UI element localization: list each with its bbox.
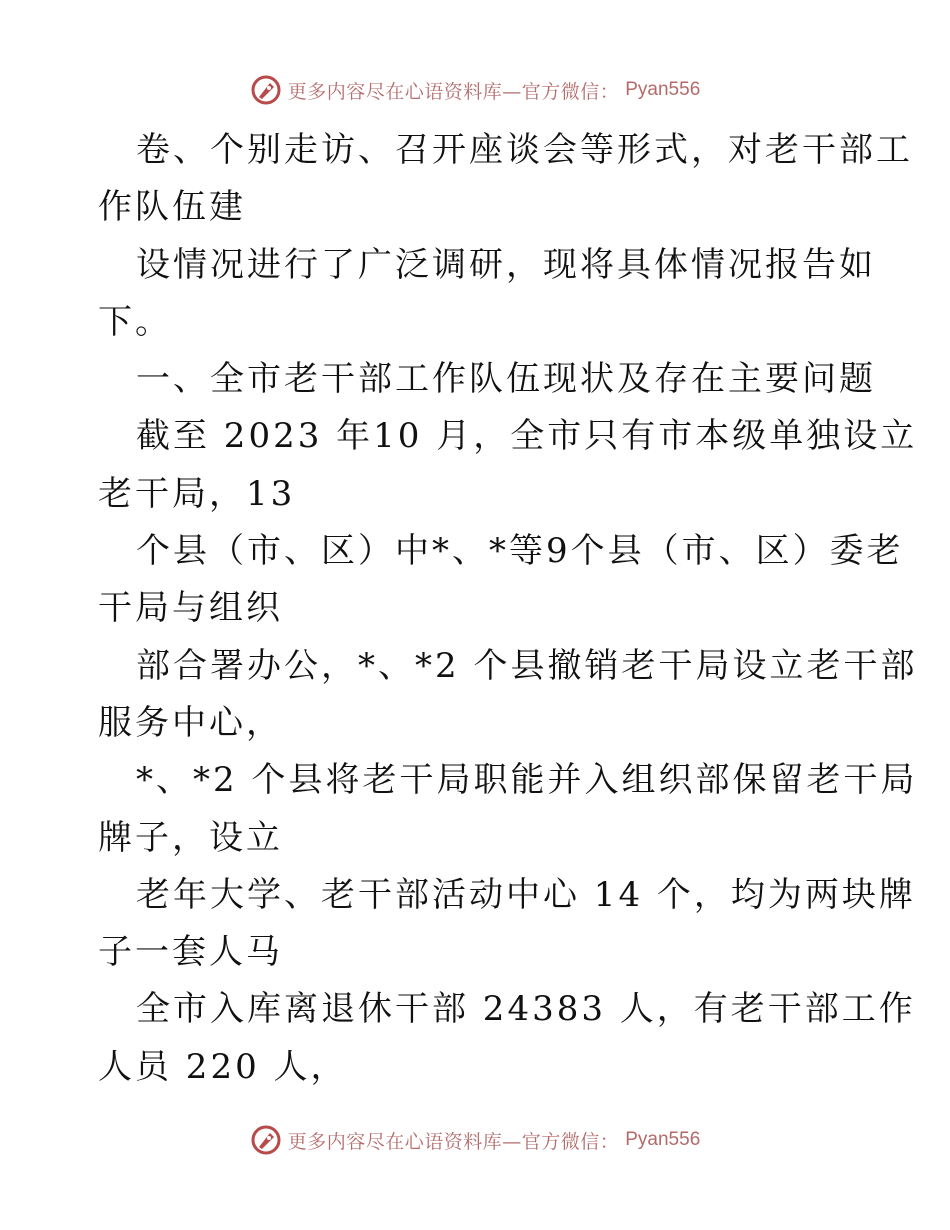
text-line: 截至 2023 年10 月，全市只有市本级单独设立 [136,416,918,457]
pen-nib-logo-icon [250,74,282,106]
document-body [98,122,918,1096]
text-line: 牌子，设立 [98,817,283,858]
text-line: 干局与组织 [98,588,283,629]
watermark-wechat-id: Pyan556 [625,79,701,100]
text-line: 人员 220 人， [98,1046,348,1087]
text-line: 老年大学、老干部活动中心 14 个，均为两块牌 [136,874,916,915]
text-line: 设情况进行了广泛调研，现将具体情况报告如 [136,244,876,285]
section-heading: 一、全市老干部工作队伍现状及存在主要问题 [136,359,876,400]
watermark-text: 更多内容尽在心语资料库—官方微信： [287,80,620,103]
watermark-wechat-id: Pyan556 [625,1129,701,1150]
text-line: 全市入库离退休干部 24383 人，有老干部工作 [136,989,916,1030]
footer-watermark [0,1120,950,1160]
header-watermark [0,70,950,110]
text-line: *、*2 个县将老干局职能并入组织部保留老干局 [136,760,918,801]
text-line: 服务中心， [98,702,283,743]
text-line: 卷、个别走访、召开座谈会等形式，对老干部工 [136,130,913,170]
text-line: 作队伍建 [98,187,246,228]
text-line: 部合署办公，*、*2 个县撤销老干局设立老干部 [136,645,918,686]
text-line: 个县（市、区）中*、*等9个县（市、区）委老 [136,531,904,572]
text-line: 老干局，13 [98,473,296,514]
watermark-text: 更多内容尽在心语资料库—官方微信： [287,1130,620,1153]
text-line: 下。 [98,301,172,342]
pen-nib-logo-icon [250,1124,282,1156]
text-line: 子一套人马 [98,932,283,973]
